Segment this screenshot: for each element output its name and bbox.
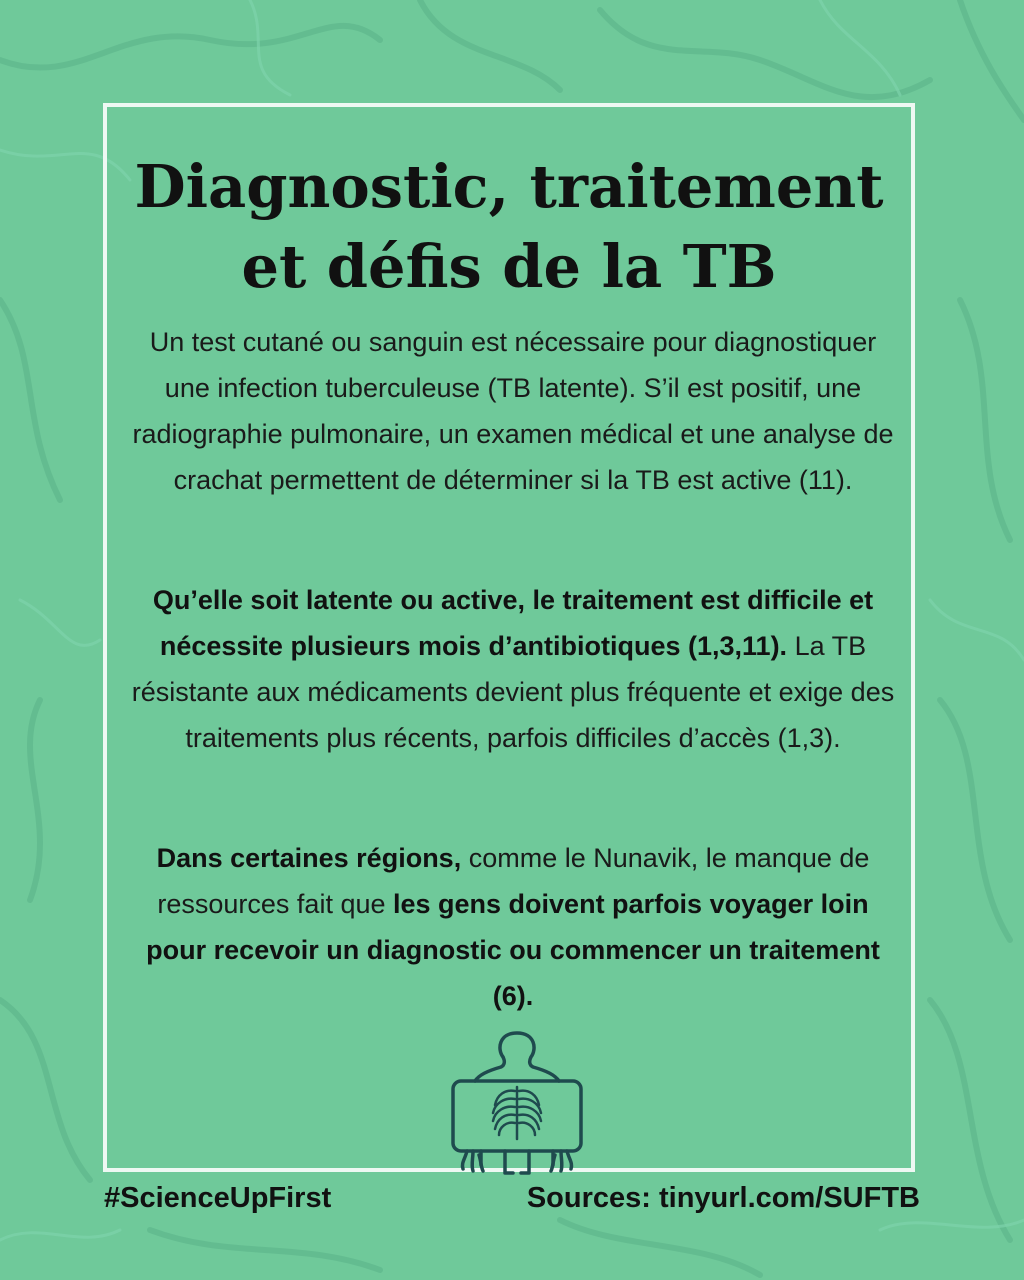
paragraph-diagnostic: Un test cutané ou sanguin est nécessaire pour diagnostiquer une infection tuberculeuse (TB latente). S’il est positif, une radiographie pulmonaire, un examen médical et une analyse de crachat permettent de déterminer si la TB est active (11). — [132, 327, 894, 495]
title-line-2: et défis de la TB — [241, 232, 777, 301]
treatment-detail: La TB résistante aux médicaments devient plus fréquente et exige des traitements plus récents, parfois difficiles d’accès (1,3). — [131, 631, 895, 753]
challenges-emphasis-2: les gens doivent parfois voyager loin pour recevoir un diagnostic ou commencer un traitement (6). — [146, 889, 880, 1011]
challenges-emphasis-1: Dans certaines régions, — [156, 843, 462, 873]
chest-xray-icon — [447, 1027, 587, 1177]
page-title — [107, 147, 911, 307]
content-frame — [103, 103, 915, 1172]
treatment-emphasis: Qu’elle soit latente ou active, le traitement est difficile et nécessite plusieurs mois d’antibiotiques (1,3,11). — [152, 585, 874, 661]
sources-link[interactable]: Sources: tinyurl.com/SUFTB — [526, 1182, 920, 1214]
paragraph-treatment — [127, 577, 899, 761]
title-line-1: Diagnostic, traitement — [134, 152, 884, 221]
challenges-detail: comme le Nunavik, le manque de ressources fait que — [157, 843, 870, 919]
paragraph-challenges — [127, 835, 899, 1019]
hashtag-label: #ScienceUpFirst — [104, 1182, 332, 1214]
